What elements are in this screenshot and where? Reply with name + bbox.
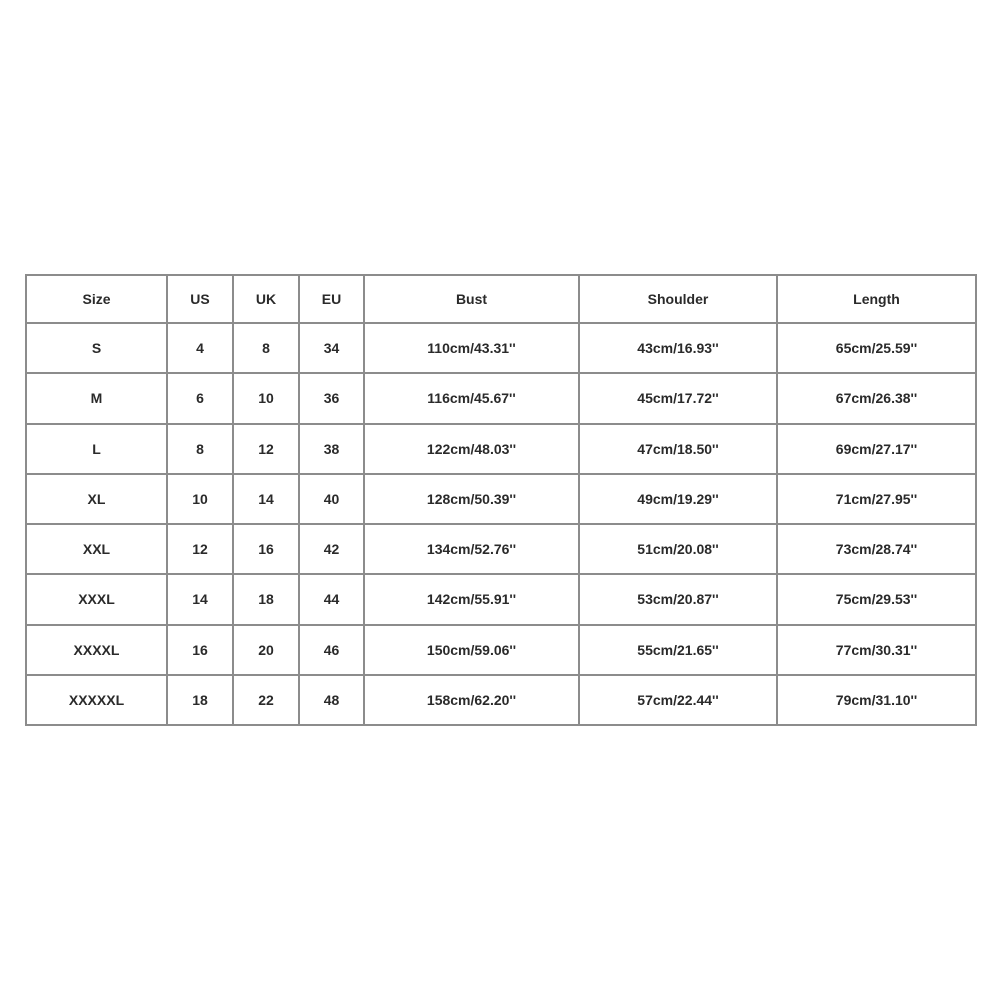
cell-eu: 36 <box>299 373 364 423</box>
cell-length: 75cm/29.53'' <box>777 574 976 624</box>
cell-shoulder: 53cm/20.87'' <box>579 574 777 624</box>
cell-us: 8 <box>167 424 233 474</box>
cell-shoulder: 55cm/21.65'' <box>579 625 777 675</box>
cell-uk: 10 <box>233 373 299 423</box>
cell-us: 10 <box>167 474 233 524</box>
cell-bust: 122cm/48.03'' <box>364 424 579 474</box>
cell-eu: 46 <box>299 625 364 675</box>
cell-bust: 116cm/45.67'' <box>364 373 579 423</box>
cell-shoulder: 47cm/18.50'' <box>579 424 777 474</box>
cell-shoulder: 51cm/20.08'' <box>579 524 777 574</box>
cell-eu: 48 <box>299 675 364 725</box>
cell-bust: 142cm/55.91'' <box>364 574 579 624</box>
header-bust: Bust <box>364 275 579 323</box>
cell-uk: 16 <box>233 524 299 574</box>
cell-us: 6 <box>167 373 233 423</box>
cell-length: 73cm/28.74'' <box>777 524 976 574</box>
header-length: Length <box>777 275 976 323</box>
cell-uk: 14 <box>233 474 299 524</box>
table-row <box>26 524 976 574</box>
header-shoulder: Shoulder <box>579 275 777 323</box>
cell-uk: 20 <box>233 625 299 675</box>
header-size: Size <box>26 275 167 323</box>
cell-bust: 128cm/50.39'' <box>364 474 579 524</box>
table-row <box>26 625 976 675</box>
cell-bust: 134cm/52.76'' <box>364 524 579 574</box>
table-row <box>26 373 976 423</box>
header-uk: UK <box>233 275 299 323</box>
cell-size: L <box>26 424 167 474</box>
cell-length: 71cm/27.95'' <box>777 474 976 524</box>
cell-eu: 40 <box>299 474 364 524</box>
cell-eu: 34 <box>299 323 364 373</box>
cell-size: XXL <box>26 524 167 574</box>
cell-shoulder: 49cm/19.29'' <box>579 474 777 524</box>
cell-shoulder: 57cm/22.44'' <box>579 675 777 725</box>
table-header-row <box>26 275 976 323</box>
cell-size: S <box>26 323 167 373</box>
cell-us: 4 <box>167 323 233 373</box>
size-chart-table <box>25 274 977 726</box>
cell-length: 77cm/30.31'' <box>777 625 976 675</box>
cell-bust: 158cm/62.20'' <box>364 675 579 725</box>
table-row <box>26 424 976 474</box>
cell-uk: 12 <box>233 424 299 474</box>
cell-size: XXXL <box>26 574 167 624</box>
cell-uk: 18 <box>233 574 299 624</box>
cell-length: 65cm/25.59'' <box>777 323 976 373</box>
cell-us: 14 <box>167 574 233 624</box>
cell-size: M <box>26 373 167 423</box>
cell-shoulder: 43cm/16.93'' <box>579 323 777 373</box>
cell-shoulder: 45cm/17.72'' <box>579 373 777 423</box>
header-eu: EU <box>299 275 364 323</box>
cell-us: 18 <box>167 675 233 725</box>
cell-length: 67cm/26.38'' <box>777 373 976 423</box>
cell-size: XXXXL <box>26 625 167 675</box>
table-row <box>26 323 976 373</box>
table-row <box>26 574 976 624</box>
cell-eu: 38 <box>299 424 364 474</box>
cell-length: 79cm/31.10'' <box>777 675 976 725</box>
cell-bust: 110cm/43.31'' <box>364 323 579 373</box>
header-us: US <box>167 275 233 323</box>
cell-eu: 44 <box>299 574 364 624</box>
cell-eu: 42 <box>299 524 364 574</box>
table-row <box>26 675 976 725</box>
cell-size: XL <box>26 474 167 524</box>
cell-uk: 8 <box>233 323 299 373</box>
cell-us: 16 <box>167 625 233 675</box>
cell-uk: 22 <box>233 675 299 725</box>
cell-size: XXXXXL <box>26 675 167 725</box>
cell-bust: 150cm/59.06'' <box>364 625 579 675</box>
table-row <box>26 474 976 524</box>
cell-us: 12 <box>167 524 233 574</box>
cell-length: 69cm/27.17'' <box>777 424 976 474</box>
